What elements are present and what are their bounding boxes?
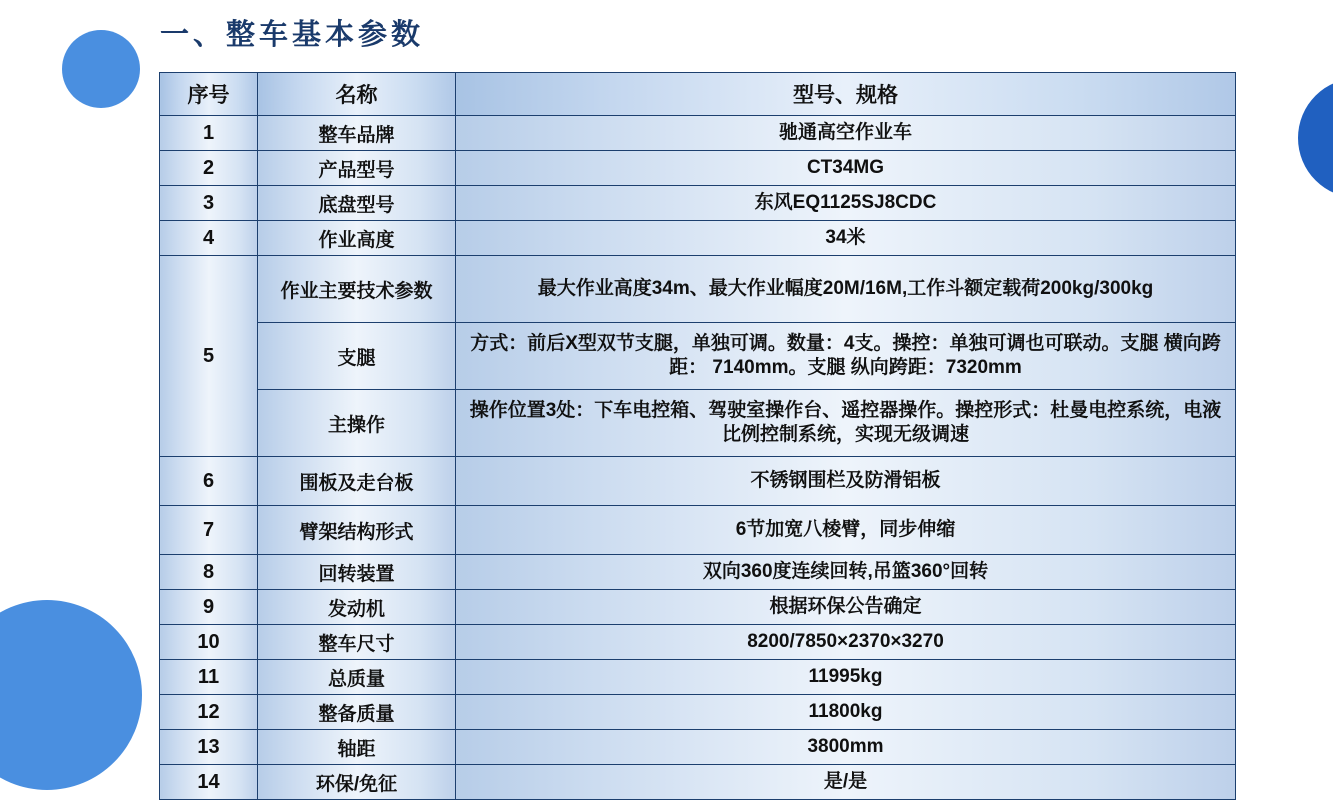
cell-no: 10 — [160, 625, 258, 660]
cell-no: 9 — [160, 590, 258, 625]
table-row — [160, 256, 1236, 323]
cell-spec: 34米 — [456, 221, 1236, 256]
cell-no: 1 — [160, 116, 258, 151]
table-row — [160, 555, 1236, 590]
cell-name: 回转装置 — [258, 555, 456, 590]
table-row — [160, 390, 1236, 457]
cell-no: 11 — [160, 660, 258, 695]
table-row — [160, 590, 1236, 625]
table-row — [160, 506, 1236, 555]
column-header-name: 名称 — [258, 73, 456, 116]
cell-spec: 双向360度连续回转,吊篮360°回转 — [456, 555, 1236, 590]
cell-spec: 东风EQ1125SJ8CDC — [456, 186, 1236, 221]
table-row — [160, 221, 1236, 256]
cell-spec — [456, 256, 1236, 323]
cell-name: 作业高度 — [258, 221, 456, 256]
table-row — [160, 730, 1236, 765]
cell-name: 总质量 — [258, 660, 456, 695]
cell-name: 发动机 — [258, 590, 456, 625]
decorative-circle-right — [1298, 78, 1333, 198]
vehicle-parameters-table — [159, 72, 1236, 800]
cell-no: 3 — [160, 186, 258, 221]
cell-spec — [456, 390, 1236, 457]
cell-spec: 3800mm — [456, 730, 1236, 765]
cell-spec: 6节加宽八棱臂，同步伸缩 — [456, 506, 1236, 555]
table-row — [160, 116, 1236, 151]
cell-spec: 驰通高空作业车 — [456, 116, 1236, 151]
table-row — [160, 625, 1236, 660]
table-row — [160, 186, 1236, 221]
cell-spec — [456, 323, 1236, 390]
cell-spec: 11995kg — [456, 660, 1236, 695]
table-row — [160, 660, 1236, 695]
table-row — [160, 151, 1236, 186]
cell-no-merged: 5 — [160, 256, 258, 457]
cell-spec: CT34MG — [456, 151, 1236, 186]
column-header-spec: 型号、规格 — [456, 73, 1236, 116]
table-row — [160, 457, 1236, 506]
table-row — [160, 323, 1236, 390]
table-row — [160, 765, 1236, 800]
cell-no: 8 — [160, 555, 258, 590]
cell-spec-text: 方式：前后X型双节支腿，单独可调。数量：4支。操控：单独可调也可联动。支腿 横向跨距： 7140mm。支腿 纵向跨距：7320mm — [470, 333, 1221, 378]
cell-name: 主操作 — [258, 390, 456, 457]
cell-no: 2 — [160, 151, 258, 186]
cell-no: 12 — [160, 695, 258, 730]
cell-name: 作业主要技术参数 — [258, 256, 456, 323]
cell-name: 整备质量 — [258, 695, 456, 730]
cell-spec-text: 最大作业高度34m、最大作业幅度20M/16M,工作斗额定载荷200kg/300kg — [537, 278, 1154, 300]
cell-spec: 根据环保公告确定 — [456, 590, 1236, 625]
cell-name: 产品型号 — [258, 151, 456, 186]
cell-name: 支腿 — [258, 323, 456, 390]
column-header-no: 序号 — [160, 73, 258, 116]
decorative-circle-bottom-left — [0, 600, 142, 790]
cell-no: 14 — [160, 765, 258, 800]
cell-name: 整车尺寸 — [258, 625, 456, 660]
page-title: 一、整车基本参数 — [160, 19, 425, 51]
table-row — [160, 695, 1236, 730]
cell-no: 4 — [160, 221, 258, 256]
cell-no: 6 — [160, 457, 258, 506]
cell-spec: 11800kg — [456, 695, 1236, 730]
cell-name: 环保/免征 — [258, 765, 456, 800]
decorative-circle-top-left — [62, 30, 140, 108]
cell-spec: 是/是 — [456, 765, 1236, 800]
cell-name: 围板及走台板 — [258, 457, 456, 506]
cell-spec: 8200/7850×2370×3270 — [456, 625, 1236, 660]
cell-name: 整车品牌 — [258, 116, 456, 151]
table-header-row — [160, 73, 1236, 116]
cell-no: 13 — [160, 730, 258, 765]
cell-name: 臂架结构形式 — [258, 506, 456, 555]
cell-no: 7 — [160, 506, 258, 555]
cell-name: 底盘型号 — [258, 186, 456, 221]
cell-spec-text: 操作位置3处：下车电控箱、驾驶室操作台、遥控器操作。操控形式：杜曼电控系统，电液比例控制系统，实现无级调速 — [469, 400, 1222, 445]
cell-name: 轴距 — [258, 730, 456, 765]
cell-spec: 不锈钢围栏及防滑铝板 — [456, 457, 1236, 506]
